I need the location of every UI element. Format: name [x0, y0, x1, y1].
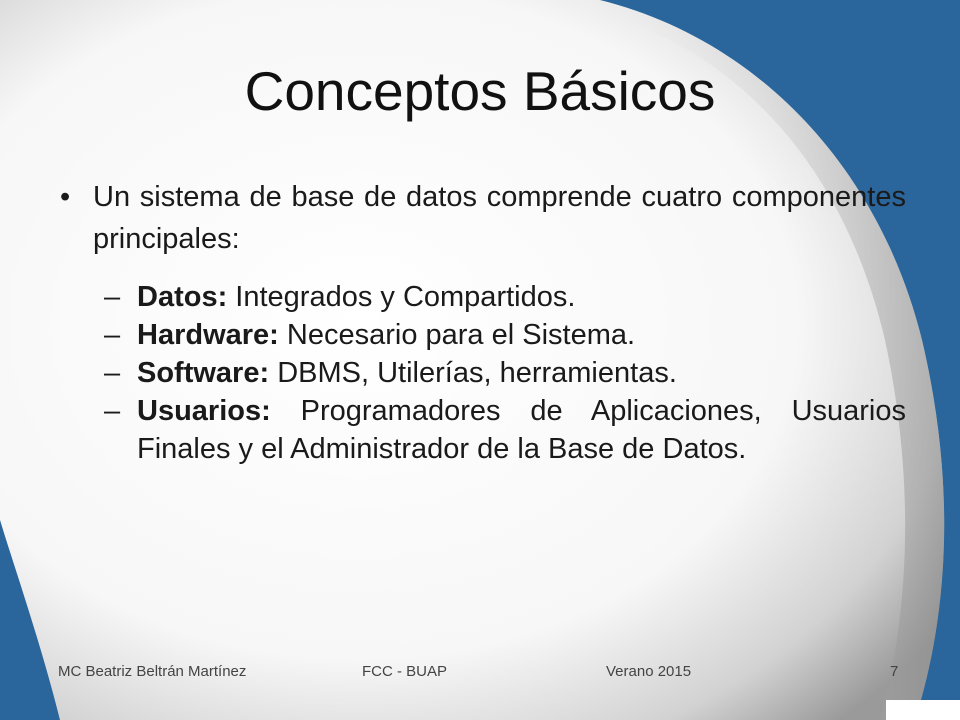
component-term: Usuarios:: [137, 395, 271, 427]
slide-title: Conceptos Básicos: [244, 60, 716, 122]
footer-institution: FCC - BUAP: [362, 663, 448, 680]
component-term: Datos:: [137, 281, 228, 313]
component-description: Integrados y Compartidos.: [235, 281, 576, 313]
dash-marker: –: [104, 395, 121, 427]
bullet-text: Un sistema de base de datos comprende cuatro componentes principales:: [93, 181, 906, 255]
component-item-usuarios: [104, 392, 906, 468]
bullet-marker: •: [60, 181, 71, 213]
component-term: Software:: [137, 357, 270, 389]
component-item-software: [104, 354, 906, 392]
component-item-datos: [104, 278, 906, 316]
dash-marker: –: [104, 281, 121, 313]
component-term: Hardware:: [137, 319, 279, 351]
footer-date: Verano 2015: [606, 663, 692, 680]
component-item-hardware: [104, 316, 906, 354]
component-description: Necesario para el Sistema.: [286, 319, 636, 351]
bullet-item: [60, 176, 906, 260]
footer-author: MC Beatriz Beltrán Martínez: [58, 663, 247, 680]
slide-body: [60, 176, 906, 468]
component-text: [137, 278, 906, 316]
components-list: [104, 278, 906, 468]
dash-marker: –: [104, 319, 121, 351]
component-description: DBMS, Utilerías, herramientas.: [277, 357, 677, 389]
component-text: [137, 354, 906, 392]
dash-marker: –: [104, 357, 121, 389]
component-description: Programadores de Aplicaciones, Usuarios Finales y el Administrador de la Base de Datos.: [137, 395, 907, 465]
component-text: [137, 392, 906, 468]
slide-number: 7: [890, 663, 899, 680]
component-text: [137, 316, 906, 354]
corner-blank-box: [886, 700, 960, 720]
